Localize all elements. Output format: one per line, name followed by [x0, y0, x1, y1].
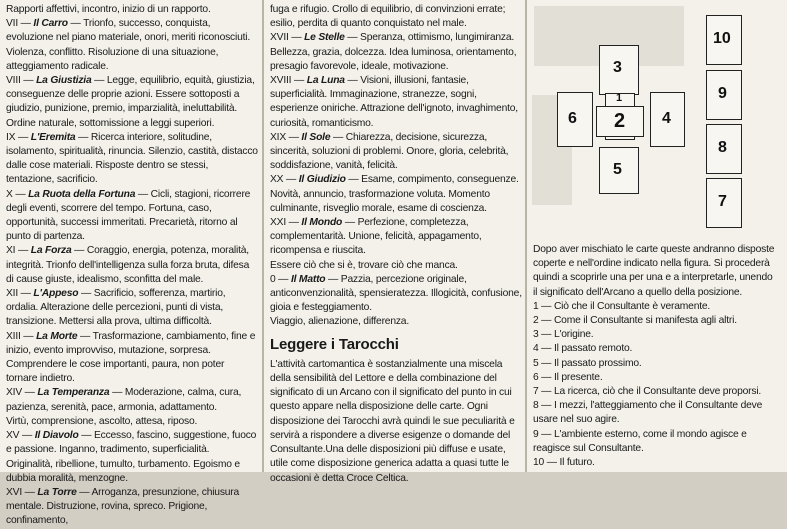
section-text: L'attività cartomantica è sostanzialmente una miscela della sensibilità del Lettore e della combinazione del significato di un Arcano con il significato del punto in cui questo appare nella disposizione delle carte. Ogni disposizione dei Tarocchi avrà quindi le sue peculiarità e servirà a rispondere a diverse esigenze o domande del Consultante.Una delle disposizioni più diffuse e usate, utile come disposizione generica adatta a quasi tutte le occasioni è detta Croce Celtica. — [270, 358, 515, 484]
arcana-name: La Ruota della Fortuna — [28, 188, 136, 200]
arcana-list-column-2 — [270, 3, 522, 486]
arcana-entry — [6, 188, 258, 245]
arcana-meaning: Viaggio, alienazione, differenza. — [270, 316, 409, 328]
celtic-cross-explanation — [533, 243, 779, 470]
arcana-name: Il Mondo — [301, 217, 343, 229]
arcana-meaning: — Arroganza, presunzione, chiusura mentale. Distruzione, rovina, spreco. Prigione, confinamento, — [6, 486, 240, 527]
position-item: 6 — Il presente. — [533, 371, 603, 383]
card-number-10: 10 — [713, 30, 731, 47]
position-item: 10 — Il futuro. — [533, 457, 595, 469]
card-number-6: 6 — [568, 110, 577, 127]
card-number-1: 1 — [616, 92, 623, 104]
arcana-entry — [6, 17, 258, 74]
arcana-meaning: Essere ciò che si è, trovare ciò che manca. — [270, 259, 458, 271]
arcana-meaning: — Chiarezza, decisione, sicurezza, sincerità, soluzioni di problemi. Onore, gloria, celebrità, soddisfazione, vanità, felicità. — [270, 131, 509, 172]
arcana-name: La Temperanza — [37, 387, 110, 399]
arcana-name: Il Sole — [301, 131, 331, 143]
position-item: 2 — Come il Consultante si manifesta agli altri. — [533, 315, 737, 327]
arcana-meaning: fuga e rifugio. Crollo di equilibrio, di convinzioni errate; esilio, perdita di quanto conquistato nel male. — [270, 4, 506, 30]
arcana-numeral: VII — — [6, 18, 34, 30]
positions-list — [533, 300, 779, 470]
arcana-entry — [6, 244, 258, 287]
card-number-4: 4 — [662, 110, 671, 127]
arcana-numeral: XVII — — [270, 32, 305, 44]
arcana-numeral: XIV — — [6, 387, 38, 399]
arcana-name: L'Eremita — [30, 131, 76, 143]
position-item: 4 — Il passato remoto. — [533, 343, 633, 355]
arcana-name: Le Stelle — [304, 32, 345, 44]
arcana-numeral: XVI — — [6, 486, 38, 498]
arcana-numeral: IX — — [6, 131, 31, 143]
position-item: 9 — L'ambiente esterno, come il mondo agisce e reagisce sul Consultante. — [533, 428, 747, 454]
arcana-numeral: XIX — — [270, 131, 302, 143]
card-number-7: 7 — [718, 193, 727, 210]
arcana-meaning: — Cicli, stagioni, ricorrere degli eventi, scorrere del tempo. Fortuna, caso, opportunità, successi immeritati. Precarietà, ritorno al punto di partenza. — [6, 188, 251, 243]
arcana-meaning: — Visioni, illusioni, fantasie, superficialità. Immaginazione, stranezze, sogni, esperienze oniriche. Attrazione dell'ignoto, invaghimento, curiosità, romanticismo. — [270, 75, 518, 129]
position-item: 7 — La ricerca, ciò che il Consultante deve proporsi. — [533, 386, 762, 398]
arcana-numeral: XXI — — [270, 217, 302, 229]
arcana-entry — [6, 131, 258, 188]
arcana-numeral: 0 — — [270, 273, 291, 285]
arcana-entry — [270, 216, 522, 259]
card-number-3: 3 — [613, 59, 622, 76]
arcana-numeral: VIII — — [6, 75, 37, 87]
page-fold — [262, 0, 264, 472]
arcana-numeral: XV — — [6, 430, 35, 442]
arcana-entry — [270, 173, 522, 216]
arcana-numeral: XIII — — [6, 330, 37, 342]
arcana-entry — [6, 330, 258, 387]
arcana-numeral: X — — [6, 188, 29, 200]
card-number-9: 9 — [718, 85, 727, 102]
arcana-entry — [270, 273, 522, 316]
position-item: 8 — I mezzi, l'atteggiamento che il Consultante deve usare nel suo agire. — [533, 400, 763, 426]
position-item: 3 — L'origine. — [533, 329, 594, 341]
arcana-entry — [6, 74, 258, 117]
arcana-meaning: — Pazzia, percezione originale, anticonvenzionalità, spensieratezza. Illogicità, confusione, gioia e festeggiamento. — [270, 273, 522, 314]
arcana-entry — [6, 486, 258, 529]
arcana-name: Il Carro — [33, 18, 68, 30]
arcana-name: La Giustizia — [36, 75, 92, 87]
arcana-name: Il Matto — [290, 273, 326, 285]
arcana-meaning: — Trasformazione, cambiamento, fine e inizio, evento improvviso, mutazione, sorpresa. Comprendere le cose importanti, paura, non poter tornare indietro. — [6, 330, 256, 385]
position-item: 1 — Ciò che il Consultante è veramente. — [533, 300, 711, 312]
arcana-meaning: — Moderazione, calma, cura, pazienza, serenità, pace, armonia, adattamento. — [6, 387, 242, 413]
arcana-meaning: Rapporti affettivi, incontro, inizio di un rapporto. — [6, 4, 211, 15]
arcana-numeral: XI — — [6, 245, 31, 257]
arcana-meaning: Ordine naturale, sottomissione a leggi superiori. — [6, 117, 215, 129]
position-item: 5 — Il passato prossimo. — [533, 357, 642, 369]
arcana-entry — [6, 117, 258, 131]
arcana-name: La Forza — [30, 245, 72, 257]
arcana-entry — [270, 259, 522, 273]
arcana-meaning: — Trionfo, successo, conquista, evoluzione nel piano materiale, onori, meriti riconosciuti. Violenza, conflitto. Risoluzione di una situazione, atteggiamento radicale. — [6, 18, 251, 72]
arcana-meaning: — Coraggio, energia, potenza, moralità, integrità. Trionfo dell'intelligenza sulla forza bruta, difesa di cause giuste, idealismo, sconfitta del male. — [6, 245, 250, 285]
arcana-name: L'Appeso — [33, 288, 79, 300]
arcana-entry — [270, 315, 522, 329]
arcana-name: Il Diavolo — [34, 430, 79, 442]
arcana-name: Il Giudizio — [298, 174, 346, 186]
arcana-entry — [6, 287, 258, 330]
arcana-entry — [6, 429, 258, 486]
arcana-entry — [6, 3, 258, 17]
arcana-meaning: — Speranza, ottimismo, lungimiranza. Bellezza, grazia, dolcezza. Idea luminosa, orientamento, presagio favorevole, ideale, motivazione. — [270, 32, 517, 72]
arcana-entry — [270, 31, 522, 74]
arcana-meaning: Virtù, comprensione, ascolto, attesa, riposo. — [6, 415, 198, 427]
card-number-5: 5 — [613, 161, 622, 178]
arcana-name: La Torre — [37, 486, 77, 498]
arcana-name: La Luna — [306, 75, 345, 87]
arcana-entry — [6, 415, 258, 429]
arcana-meaning: — Perfezione, completezza, complementarità. Unione, felicità, appagamento, ricompensa e riuscita. — [270, 217, 482, 257]
intro-text: Dopo aver mischiato le carte queste andranno disposte coperte e nell'ordine indicato nella figura. Si procederà quindi a scoprirle una per una e a interpretarle, unendo il significato dell'Arcano a quello della posizione. — [533, 244, 775, 298]
page-fold — [525, 0, 527, 472]
arcana-meaning: — Eccesso, fascino, suggestione, fuoco e passione. Inganno, tradimento, superficialità. Originalità, ribellione, tumulto, turbamento. Egoismo e dubbia moralità, menzogne. — [6, 430, 257, 484]
arcana-numeral: XVIII — — [270, 75, 307, 87]
card-number-8: 8 — [718, 139, 727, 156]
arcana-meaning: — Legge, equilibrio, equità, giustizia, conseguenze delle proprie azioni. Essere sottoposti a giudizio, punizione, premio, imparzialità, ineluttabilità. — [6, 75, 255, 115]
arcana-numeral: XII — — [6, 288, 34, 300]
arcana-entry — [6, 386, 258, 414]
arcana-entry — [270, 131, 522, 174]
arcana-name: La Morte — [36, 330, 78, 342]
arcana-meaning: — Ricerca interiore, solitudine, isolamento, spiritualità, rinuncia. Silenzio, castità, distacco dalle cose materiali. Risposte dentro se stessi, tentazione, sacrificio. — [6, 131, 258, 186]
arcana-numeral: XX — — [270, 174, 299, 186]
section-title: Leggere i Tarocchi — [270, 335, 399, 353]
arcana-list-column-1 — [6, 3, 258, 529]
arcana-entry — [270, 3, 522, 31]
arcana-meaning: — Sacrificio, sofferenza, martirio, ordalia. Alterazione delle percezioni, punti di vista, transizione. Mettersi alla prova, ultima difficoltà. — [6, 288, 226, 328]
arcana-meaning: — Esame, compimento, conseguenze. Novità, annuncio, trasformazione voluta. Momento culminante, risveglio morale, esame di coscienza. — [270, 174, 519, 214]
card-number-2: 2 — [614, 110, 626, 132]
arcana-entry — [270, 74, 522, 131]
